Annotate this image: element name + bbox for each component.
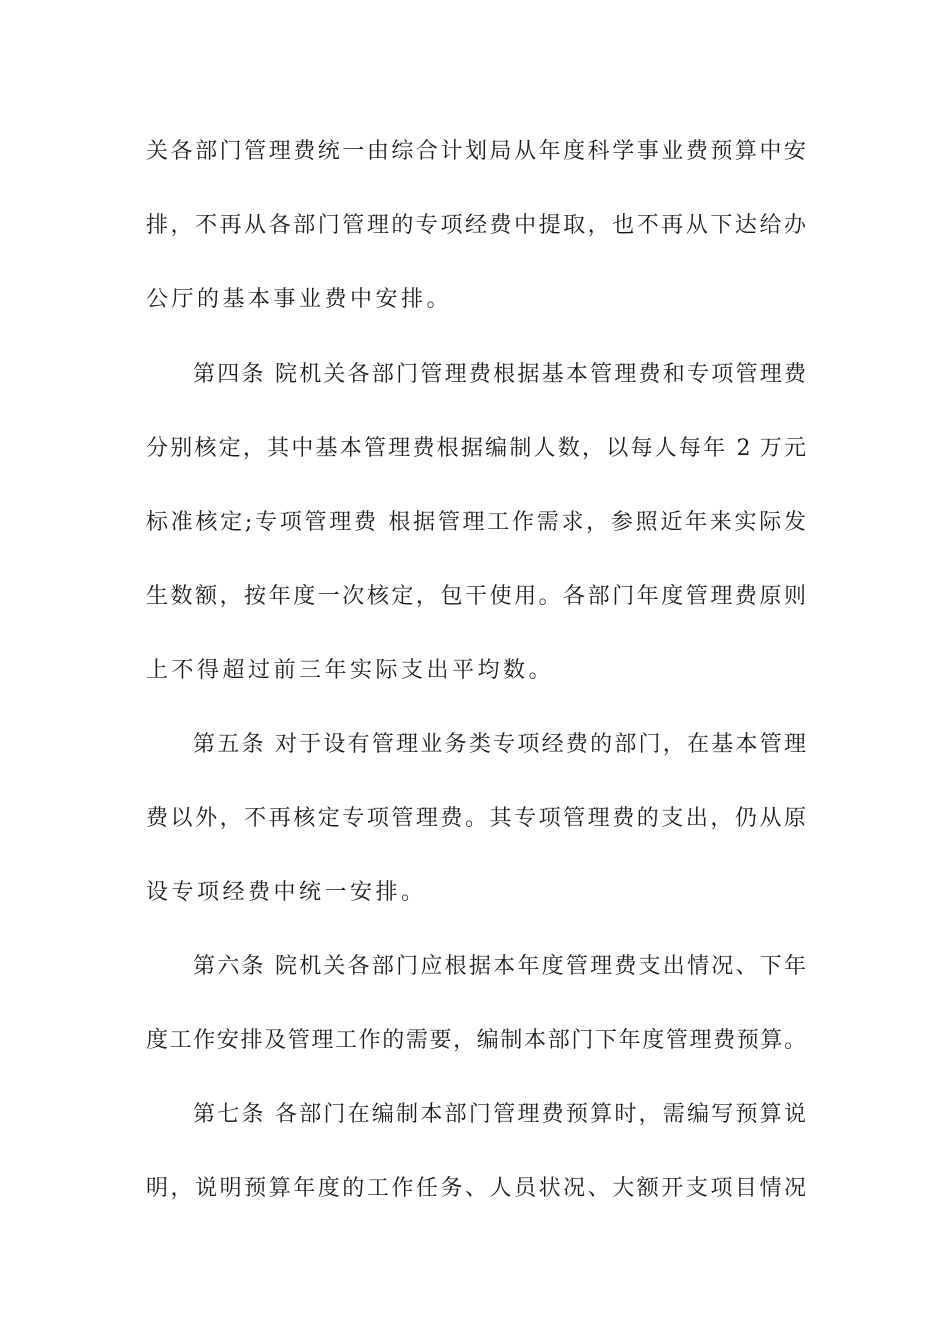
text-line: 费以外，不再核定专项管理费。其专项管理费的支出，仍从原 — [146, 806, 806, 831]
text-line: 排，不再从各部门管理的专项经费中提取，也不再从下达给办 — [146, 213, 806, 238]
article-7-heading-line: 第七条 各部门在编制本部门管理费预算时，需编写预算说 — [193, 1102, 806, 1127]
article-5-heading-line: 第五条 对于设有管理业务类专项经费的部门，在基本管理 — [193, 732, 806, 757]
text-line: 设专项经费中统一安排。 — [146, 880, 427, 905]
text-line: 生数额，按年度一次核定，包干使用。各部门年度管理费原则 — [146, 584, 806, 609]
text-line: 关各部门管理费统一由综合计划局从年度科学事业费预算中安 — [146, 139, 806, 164]
text-line: 上不得超过前三年实际支出平均数。 — [146, 658, 555, 683]
text-line: 度工作安排及管理工作的需要，编制本部门下年度管理费预算。 — [146, 1028, 806, 1053]
text-line: 分别核定，其中基本管理费根据编制人数，以每人每年 2 万元 — [146, 436, 806, 461]
article-6-heading-line: 第六条 院机关各部门应根据本年度管理费支出情况、下年 — [193, 954, 806, 979]
article-4-heading-line: 第四条 院机关各部门管理费根据基本管理费和专项管理费 — [193, 362, 806, 387]
text-line: 明，说明预算年度的工作任务、人员状况、大额开支项目情况 — [146, 1176, 806, 1201]
text-line: 公厅的基本事业费中安排。 — [146, 287, 453, 312]
text-line: 标准核定;专项管理费 根据管理工作需求，参照近年来实际发 — [146, 510, 806, 535]
